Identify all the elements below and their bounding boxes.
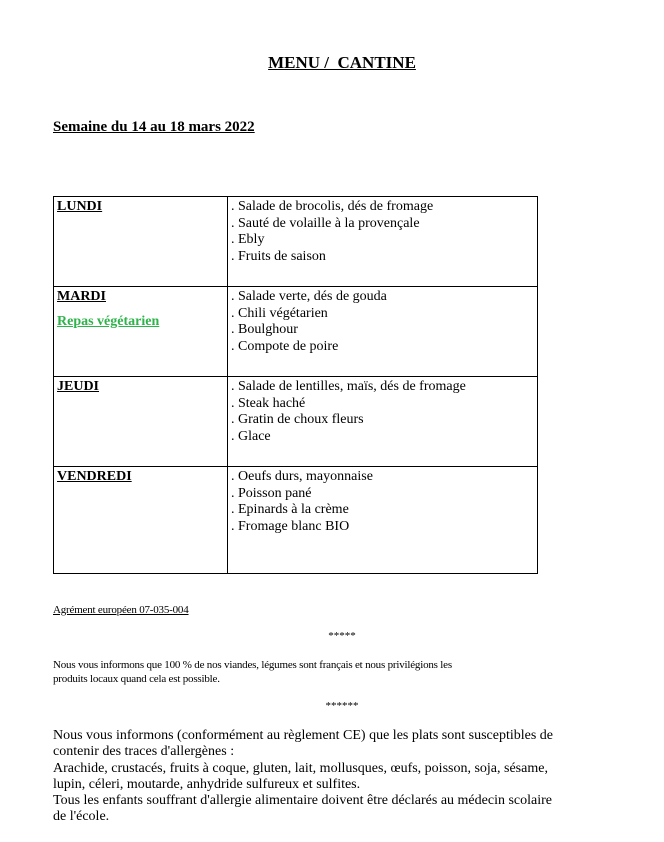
allergen-line: lupin, céleri, moutarde, anhydride sulfureux et sulfites. [53,776,361,792]
separator: ***** [328,630,356,642]
table-row [54,287,538,377]
dish-item: . Fromage blanc BIO [231,518,350,534]
dishes-cell [228,377,538,467]
agrement-text: Agrément européen 07-035-004 [53,604,189,616]
day-cell [54,197,228,287]
dishes-cell [228,197,538,287]
page-title: MENU / CANTINE [268,53,416,72]
day-name-thursday: JEUDI [57,379,100,394]
local-products-info [53,658,543,686]
dish-item: . Salade de brocolis, dés de fromage [231,199,434,214]
dishes-cell [228,287,538,377]
day-name-tuesday: MARDI [57,289,106,304]
dish-item: . Sauté de volaille à la provençale [231,215,420,231]
dish-item: . Compote de poire [231,338,339,354]
day-cell [54,467,228,574]
day-cell [54,377,228,467]
allergen-line: de l'école. [53,809,110,825]
dish-item: . Fruits de saison [231,248,326,264]
day-name-monday: LUNDI [57,199,103,214]
allergen-notice [53,728,593,826]
dish-item: . Salade de lentilles, maïs, dés de fromage [231,379,466,394]
day-name-friday: VENDREDI [57,469,132,484]
menu-table [53,196,538,574]
dishes-cell [228,467,538,574]
allergen-line: contenir des traces d'allergènes : [53,744,235,760]
allergen-line: Arachide, crustacés, fruits à coque, gluten, lait, mollusques, œufs, poisson, soja, sésame, [53,760,548,776]
table-row [54,197,538,287]
dish-item: . Glace [231,428,271,444]
table-row [54,467,538,574]
allergen-line: Nous vous informons (conformément au règlement CE) que les plats sont susceptibles de [53,728,554,743]
table-row [54,377,538,467]
info-line: Nous vous informons que 100 % de nos viandes, légumes sont français et nous privilégions les [53,659,452,671]
allergen-line: Tous les enfants souffrant d'allergie alimentaire doivent être déclarés au médecin scolaire [53,793,552,809]
week-heading: Semaine du 14 au 18 mars 2022 [53,119,255,135]
dish-item: . Oeufs durs, mayonnaise [231,469,373,484]
dish-item: . Gratin de choux fleurs [231,412,364,427]
dish-item: . Steak haché [231,395,306,411]
dish-item: . Ebly [231,232,265,247]
separator: ****** [325,700,359,712]
vegetarian-note: Repas végétarien [57,313,160,329]
dish-item: . Salade verte, dés de gouda [231,289,387,304]
dish-item: . Epinards à la crème [231,502,349,517]
day-cell [54,287,228,377]
info-line: produits locaux quand cela est possible. [53,673,220,685]
dish-item: . Boulghour [231,322,298,337]
dish-item: . Chili végétarien [231,305,328,321]
dish-item: . Poisson pané [231,485,312,501]
